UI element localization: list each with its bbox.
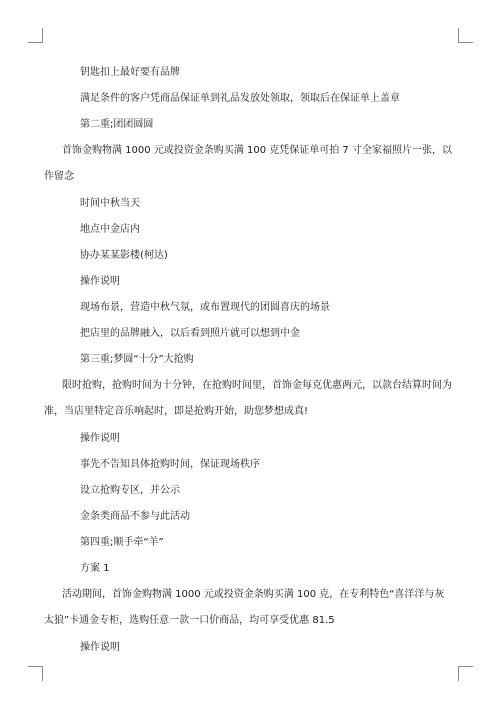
section-heading: 第四重;顺手牵“羊” <box>80 537 164 548</box>
paragraph: 活动期间，首饰金购物满 1000 元或投资金条购买满 100 克，在专利特色“喜洋洋与灰太狼”卡通金专柜，选购任意一款一口价商品，均可享受优惠 81.5 <box>44 589 445 626</box>
crop-mark-bottom-left <box>28 666 43 681</box>
section-heading: 第二重;团团圆圆 <box>80 119 154 130</box>
crop-mark-bottom-right <box>458 666 473 681</box>
document-body <box>44 66 452 667</box>
section-heading: 第三重;梦圆“十分”大抢购 <box>80 354 194 365</box>
paragraph: 事先不告知具体抢购时间，保证现场秩序 <box>80 459 260 470</box>
paragraph: 地点中金店内 <box>80 224 140 235</box>
paragraph: 操作说明 <box>80 276 120 287</box>
paragraph: 操作说明 <box>80 433 120 444</box>
paragraph: 设立抢购专区，并公示 <box>80 485 180 496</box>
paragraph: 把店里的品牌融入，以后看到照片就可以想到中金 <box>80 328 300 339</box>
paragraph: 钥匙扣上最好要有品牌 <box>80 67 180 78</box>
crop-mark-top-right <box>458 28 473 43</box>
paragraph: 首饰金购物满 1000 元或投资金条购买满 100 克凭保证单可拍 7 寸全家福照片一张，以作留念 <box>44 145 452 182</box>
paragraph: 限时抢购，抢购时间为十分钟，在抢购时间里，首饰金每克优惠两元，以款台结算时间为准，当店里特定音乐响起时，即是抢购开始，助您梦想成真! <box>44 380 452 417</box>
crop-mark-top-left <box>28 28 43 43</box>
paragraph: 满足条件的客户凭商品保证单到礼品发放处领取，领取后在保证单上盖章 <box>80 93 400 104</box>
paragraph: 方案 1 <box>80 563 110 574</box>
paragraph: 金条类商品不参与此活动 <box>80 511 190 522</box>
paragraph: 操作说明 <box>80 642 120 653</box>
paragraph: 时间中秋当天 <box>80 198 140 209</box>
paragraph: 现场布景，营造中秋气氛，或布置现代的团圆喜庆的场景 <box>80 302 330 313</box>
paragraph: 协办某某影楼(柯达) <box>80 250 168 261</box>
